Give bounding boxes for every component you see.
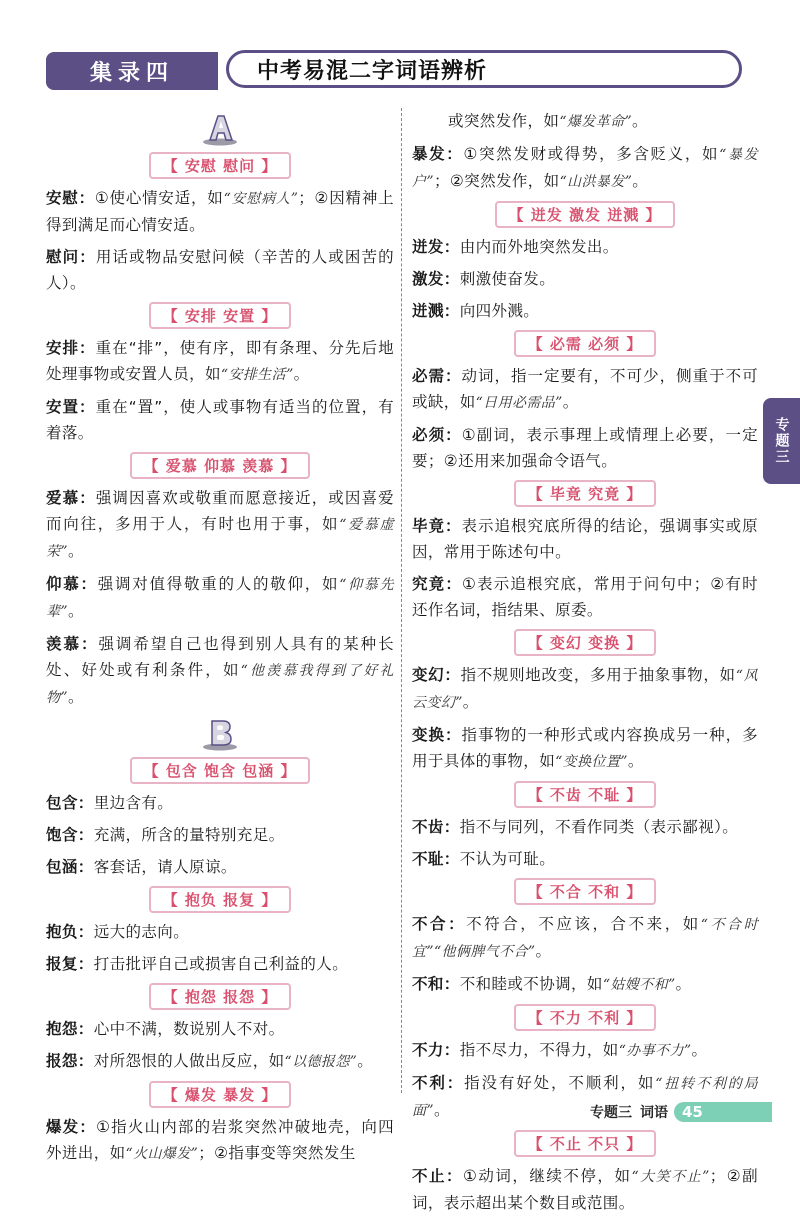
entry-baohan1: 包含：里边含有。 bbox=[46, 794, 174, 812]
right-column bbox=[412, 108, 758, 1222]
pair-tag-buzhi: 【 不止 不只 】 bbox=[514, 1130, 657, 1157]
entry-jiujing: 究竟：①表示追根究底，常用于问句中；②有时还作名词，指结果、原委。 bbox=[412, 575, 758, 619]
entry-buchi1: 不齿：指不与同列，不看作同类（表示鄙视）。 bbox=[412, 818, 739, 836]
entry-anpai: 安排：重在“排”，使有序，即有条理、分先后地处理事物或安置人员，如“安排生活”。 bbox=[46, 339, 394, 383]
entry-baoyuan1: 抱怨：心中不满，数说别人不对。 bbox=[46, 1020, 285, 1038]
letter-a-text: A bbox=[220, 138, 221, 139]
entry-baohan3: 包涵：客套话，请人原谅。 bbox=[46, 858, 237, 876]
entry-baofu2: 报复：打击批评自己或损害自己利益的人。 bbox=[46, 955, 349, 973]
entry-buchi2: 不耻：不认为可耻。 bbox=[412, 850, 556, 868]
header-banner bbox=[46, 50, 750, 94]
pair-tag-bengfa: 【 迸发 激发 迸溅 】 bbox=[495, 201, 676, 228]
entry-xianmu: 羡慕：强调希望自己也得到别人具有的某种长处、好处或有利条件，如“他羡慕我得到了好礼物”。 bbox=[46, 635, 394, 706]
entry-bixu1: 必需：动词，指一定要有，不可少，侧重于不可或缺，如“日用必需品”。 bbox=[412, 367, 758, 411]
side-tab-topic[interactable]: 专题三 bbox=[763, 398, 800, 484]
entry-bijing: 毕竟：表示追根究底所得的结论，强调事实或原因，常用于陈述句中。 bbox=[412, 517, 758, 561]
entry-buli1: 不力：指不尽力，不得力，如“办事不力”。 bbox=[412, 1041, 708, 1059]
entry-bengfa: 迸发：由内而外地突然发出。 bbox=[412, 238, 619, 256]
letter-b-icon bbox=[202, 717, 238, 751]
page-number: 45 bbox=[674, 1102, 772, 1122]
pair-tag-buli: 【 不力 不利 】 bbox=[514, 1004, 657, 1031]
entry-buli2: 不利：指没有好处，不顺利，如“扭转不利的局面”。 bbox=[412, 1074, 759, 1119]
pair-tag-buhe: 【 不合 不和 】 bbox=[514, 878, 657, 905]
footer-section: 专题三 bbox=[590, 1105, 632, 1121]
section-label: 集录四 bbox=[46, 52, 218, 90]
entry-baofa2: 暴发：①突然发财或得势，多含贬义，如“暴发户”；②突然发作，如“山洪暴发”。 bbox=[412, 145, 759, 190]
entry-buzhi: 不止：①动词，继续不停，如“大笑不止”；②副词，表示超出某个数目或范围。 bbox=[412, 1167, 758, 1212]
entry-buhe1: 不合：不符合，不应该，合不来，如“不合时宜”“他俩脾气不合”。 bbox=[412, 915, 759, 960]
entry-jifa: 激发：刺激使奋发。 bbox=[412, 270, 556, 288]
entry-anzhi: 安置：重在“置”，使人或事物有适当的位置，有着落。 bbox=[46, 398, 394, 442]
entry-anwei: 安慰：①使心情安适，如“安慰病人”；②因精神上得到满足而心情安适。 bbox=[46, 189, 395, 234]
entry-weiwen: 慰问：用话或物品安慰问候（辛苦的人或困苦的人）。 bbox=[46, 248, 395, 292]
entry-baoyuan2: 报怨：对所怨恨的人做出反应，如“以德报怨”。 bbox=[46, 1052, 374, 1070]
pair-tag-bijing: 【 毕竟 究竟 】 bbox=[514, 480, 657, 507]
page-title: 中考易混二字词语辨析 bbox=[226, 50, 742, 88]
entry-yangmu: 仰慕：强调对值得敬重的人的敬仰，如“仰慕先辈”。 bbox=[46, 575, 394, 620]
letter-a-icon bbox=[202, 112, 238, 146]
page-footer bbox=[590, 1100, 772, 1124]
pair-tag-baofa: 【 爆发 暴发 】 bbox=[149, 1081, 292, 1108]
pair-tag-anpai: 【 安排 安置 】 bbox=[149, 302, 292, 329]
column-divider bbox=[401, 108, 402, 1093]
entry-buhe2: 不和：不和睦或不协调，如“姑嫂不和”。 bbox=[412, 975, 692, 993]
entry-bengjian: 迸溅：向四外溅。 bbox=[412, 302, 540, 320]
entry-baohan2: 饱含：充满，所含的量特别充足。 bbox=[46, 826, 285, 844]
entry-baofa1: 爆发：①指火山内部的岩浆突然冲破地壳，向四外迸出，如“火山爆发”；②指事变等突然发生 bbox=[46, 1118, 394, 1162]
entry-aimu: 爱慕：强调因喜欢或敬重而愿意接近，或因喜爱而向往，多用于人，有时也用于事，如“爱慕虚荣”。 bbox=[46, 489, 395, 560]
entry-bianhuan2: 变换：指事物的一种形式或内容换成另一种，多用于具体的事物，如“变换位置”。 bbox=[412, 726, 758, 770]
footer-chapter: 词语 bbox=[640, 1105, 668, 1121]
pair-tag-aimu: 【 爱慕 仰慕 羡慕 】 bbox=[130, 452, 311, 479]
pair-tag-baofu: 【 抱负 报复 】 bbox=[149, 886, 292, 913]
entry-bixu2: 必须：①副词，表示事理上或情理上必要，一定要；②还用来加强命令语气。 bbox=[412, 426, 758, 470]
pair-tag-bianhuan: 【 变幻 变换 】 bbox=[514, 629, 657, 656]
pair-tag-anwei: 【 安慰 慰问 】 bbox=[149, 152, 292, 179]
left-column bbox=[46, 108, 394, 1173]
pair-tag-baoyuan: 【 抱怨 报怨 】 bbox=[149, 983, 292, 1010]
pair-tag-bixu: 【 必需 必须 】 bbox=[514, 330, 657, 357]
entry-bianhuan1: 变幻：指不规则地改变，多用于抽象事物，如“风云变幻”。 bbox=[412, 666, 758, 711]
pair-tag-baohan: 【 包含 饱含 包涵 】 bbox=[130, 757, 311, 784]
entry-baofu1: 抱负：远大的志向。 bbox=[46, 923, 190, 941]
entry-baofa1-cont: 或突然发作，如“爆发革命”。 bbox=[448, 112, 648, 130]
pair-tag-buchi: 【 不齿 不耻 】 bbox=[514, 781, 657, 808]
